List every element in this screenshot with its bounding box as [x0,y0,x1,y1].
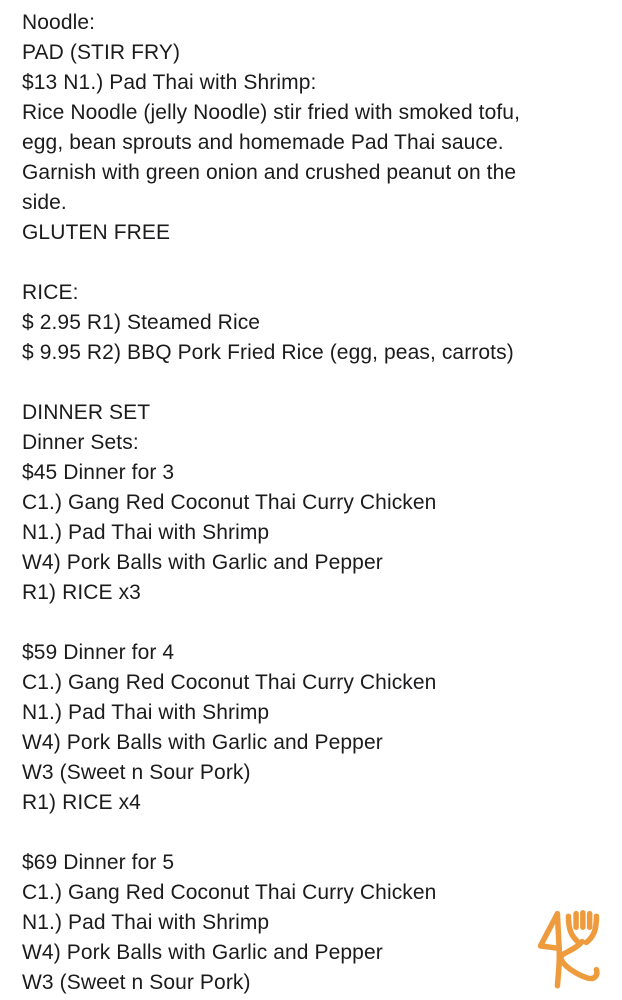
noodle-section-heading: Noodle: [22,11,96,34]
menu-item-bbq-pork-fried-rice: $ 9.95 R2) BBQ Pork Fried Rice (egg, peas, carrots) [22,341,514,364]
dinner-set-item: W3 (Sweet n Sour Pork) [22,971,251,994]
menu-document [22,8,614,998]
dinner-set-item: N1.) Pad Thai with Shrimp [22,521,270,544]
menu-item-description-line: side. [22,191,67,214]
dinner-set-title: $59 Dinner for 4 [22,641,175,664]
dinner-set-item: W3 (Sweet n Sour Pork) [22,761,251,784]
menu-item-pad-thai-shrimp: $13 N1.) Pad Thai with Shrimp: [22,71,317,94]
dinner-section-heading: DINNER SET [22,401,151,424]
crossed-utensils-logo-icon [532,900,610,996]
dinner-set-title: $69 Dinner for 5 [22,851,175,874]
blank-line [22,608,614,638]
menu-item-description-line: Rice Noodle (jelly Noodle) stir fried with smoked tofu, [22,101,521,124]
dinner-set-item: W4) Pork Balls with Garlic and Pepper [22,941,383,964]
logo-strokes [540,913,596,986]
menu-item-description-line: Garnish with green onion and crushed peanut on the [22,161,517,184]
dinner-set-title: $45 Dinner for 3 [22,461,175,484]
rice-section-heading: RICE: [22,281,79,304]
menu-item-description-line: egg, bean sprouts and homemade Pad Thai sauce. [22,131,504,154]
dinner-set-item: W4) Pork Balls with Garlic and Pepper [22,551,383,574]
dinner-section-subheading: Dinner Sets: [22,431,139,454]
dinner-set-item: N1.) Pad Thai with Shrimp [22,701,270,724]
blank-line [22,818,614,848]
dinner-set-item: C1.) Gang Red Coconut Thai Curry Chicken [22,491,437,514]
dinner-set-item: C1.) Gang Red Coconut Thai Curry Chicken [22,671,437,694]
dietary-note: GLUTEN FREE [22,221,171,244]
dinner-set-item: C1.) Gang Red Coconut Thai Curry Chicken [22,881,437,904]
dinner-set-item: N1.) Pad Thai with Shrimp [22,911,270,934]
blank-line [22,368,614,398]
noodle-section-subheading: PAD (STIR FRY) [22,41,181,64]
dinner-set-item: R1) RICE x4 [22,791,141,814]
dinner-set-item: W4) Pork Balls with Garlic and Pepper [22,731,383,754]
blank-line [22,248,614,278]
menu-item-steamed-rice: $ 2.95 R1) Steamed Rice [22,311,261,334]
dinner-set-item: R1) RICE x3 [22,581,141,604]
